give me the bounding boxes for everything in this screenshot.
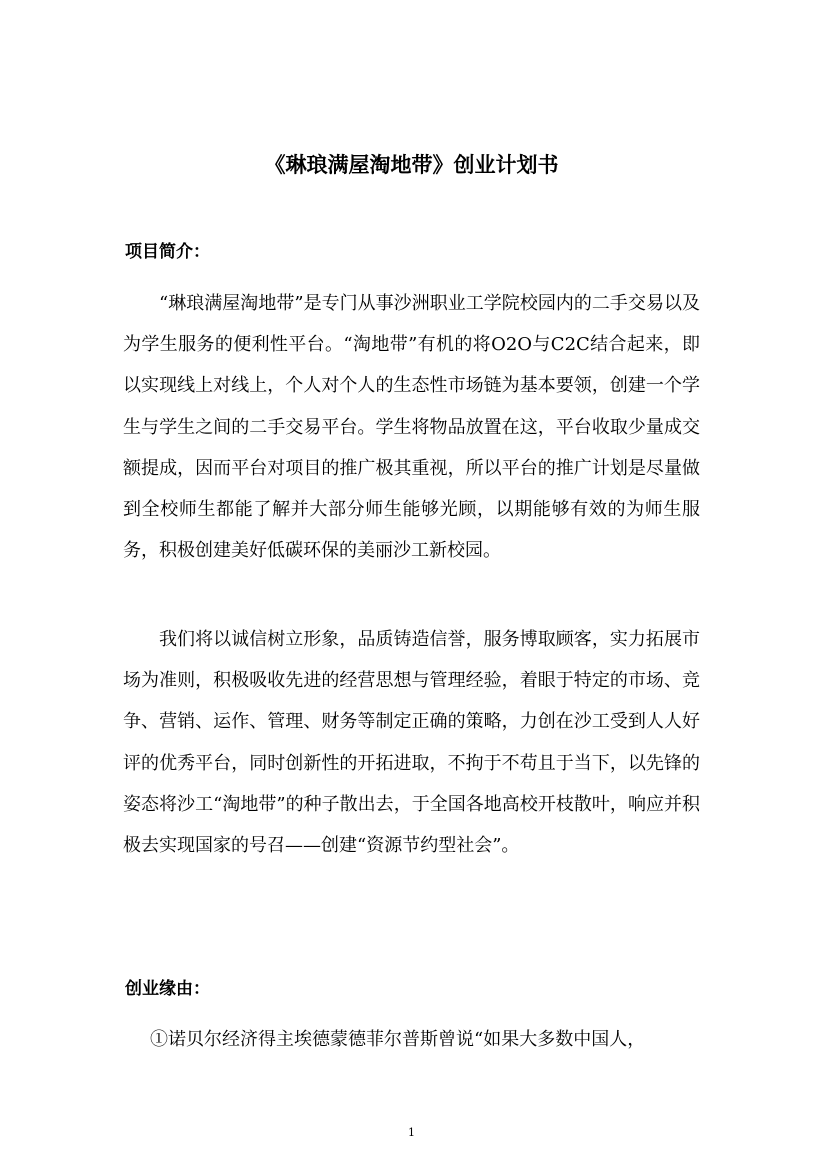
section-heading-project-intro: 项目简介： [125,242,210,262]
paragraph-startup-reason-1: ①诺贝尔经济得主埃德蒙德菲尔普斯曾说“如果大多数中国人， [150,1029,646,1050]
document-title: 《琳琅满屋淘地带》创业计划书 [264,153,559,177]
paragraph-project-intro-2: 我们将以诚信树立形象，品质铸造信誉，服务博取顾客，实力拓展市场为准则，积极吸收先进的经营思想与管理经验，着眼于特定的市场、竞争、营销、运作、管理、财务等制定正确的策略，力创在沙工受到人人好评的优秀平台，同时创新性的开拓进取，不拘于不苟且于当下，以先锋的姿态将沙工“淘地带”的种子散出去，于全国各地高校开枝散叶，响应并积极去实现国家的号召——创建“资源节约型社会”。 [123,629,700,857]
page-number: 1 [408,1126,415,1139]
section-heading-startup-reason: 创业缘由： [125,979,210,999]
paragraph-project-intro-1: “琳琅满屋淘地带”是专门从事沙洲职业工学院校园内的二手交易以及为学生服务的便利性平台。“淘地带”有机的将O2O与C2C结合起来，即以实现线上对线上，个人对个人的生态性市场链为基本要领，创建一个学生与学生之间的二手交易平台。学生将物品放置在这，平台收取少量成交额提成，因而平台对项目的推广极其重视，所以平台的推广计划是尽量做到全校师生都能了解并大部分师生能够光顾，以期能够有效的为师生服务，积极创建美好低碳环保的美丽沙工新校园。 [123,293,700,562]
